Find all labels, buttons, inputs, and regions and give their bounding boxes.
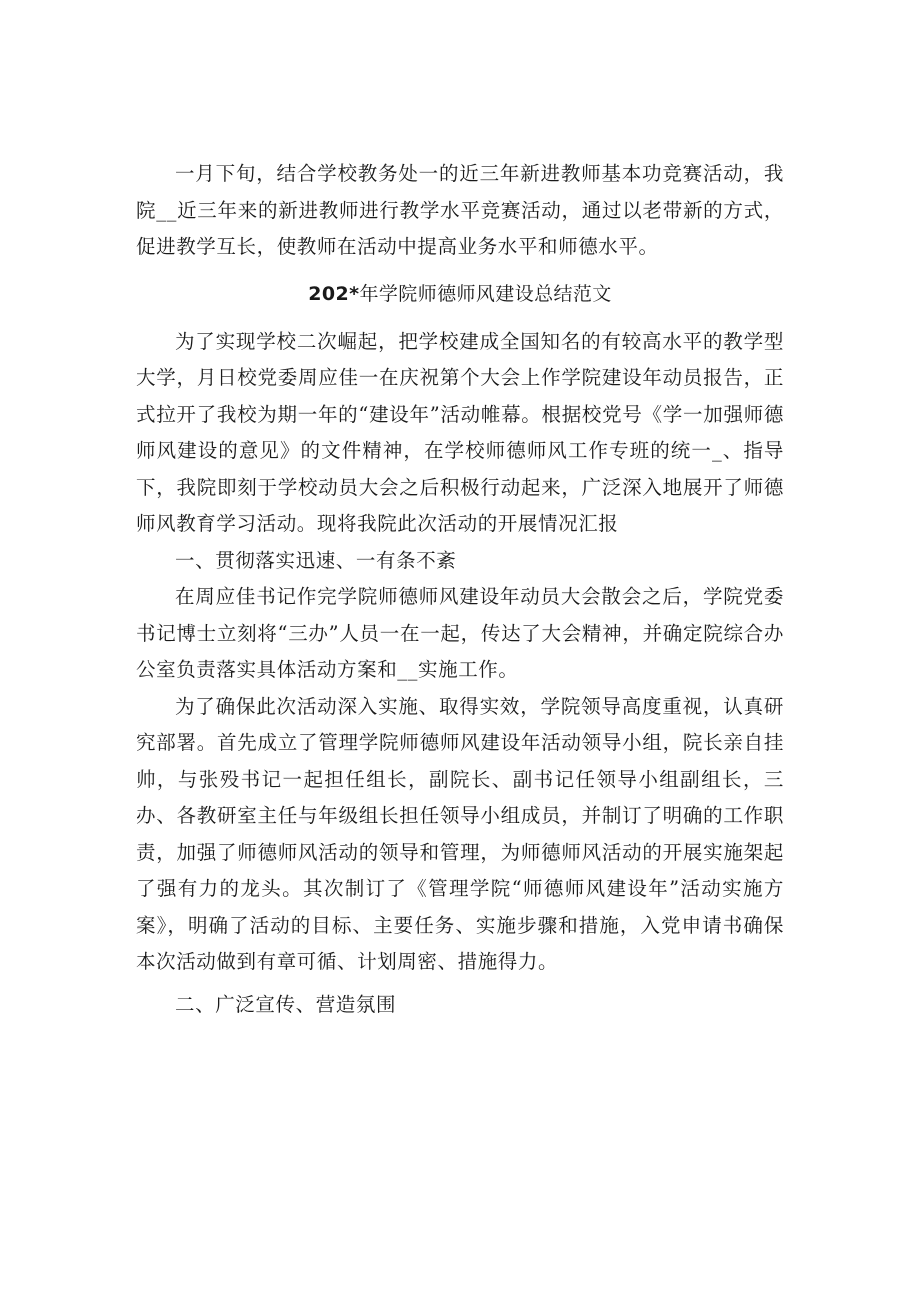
- title-year: 202*: [308, 282, 360, 305]
- paragraph-3: 为了确保此次活动深入实施、取得实效，学院领导高度重视，认真研究部署。首先成立了管理学院师德师风建设年活动领导小组，院长亲自挂帅，与张殁书记一起担任组长，副院长、副书记任领导小组副组长，三办、各教研室主任与年级组长担任领导小组成员，并制订了明确的工作职责，加强了师德师风活动的领导和管理，为师德师风活动的开展实施架起了强有力的龙头。其次制订了《管理学院“师德师风建设年”活动实施方案》，明确了活动的目标、主要任务、实施步骤和措施，入党申请书确保本次活动做到有章可循、计划周密、措施得力。: [136, 694, 784, 973]
- paragraph-1: 为了实现学校二次崛起，把学校建成全国知名的有较高水平的教学型大学，月日校党委周应佳一在庆祝第个大会上作学院建设年动员报告，正式拉开了我校为期一年的“建设年”活动帷幕。根据校党号《学一加强师德师风建设的意见》的文件精神，在学校师德师风工作专班的统一_、指导下，我院即刻于学校动员大会之后积极行动起来，广泛深入地展开了师德师风教育学习活动。现将我院此次活动的开展情况汇报: [136, 329, 784, 535]
- title-text: 年学院师德师风建设总结范文: [359, 282, 612, 305]
- document-title: [136, 276, 784, 312]
- document-body: [136, 156, 784, 1023]
- paragraph-intro: 一月下旬，结合学校教务处一的近三年新进教师基本功竞赛活动，我院__近三年来的新进教师进行教学水平竞赛活动，通过以老带新的方式，促进教学互长，使教师在活动中提高业务水平和师德水平。: [136, 162, 784, 258]
- spacer: [136, 266, 784, 272]
- section-heading-2: 二、广泛宣传、营造氛围: [175, 992, 397, 1016]
- paragraph-2: 在周应佳书记作完学院师德师风建设年动员大会散会之后，学院党委书记博士立刻将“三办”人员一在一起，传达了大会精神，并确定院综合办公室负责落实具体活动方案和__实施工作。: [136, 585, 784, 681]
- spacer: [136, 314, 784, 324]
- section-heading-1: 一、贯彻落实迅速、一有条不紊: [175, 548, 457, 572]
